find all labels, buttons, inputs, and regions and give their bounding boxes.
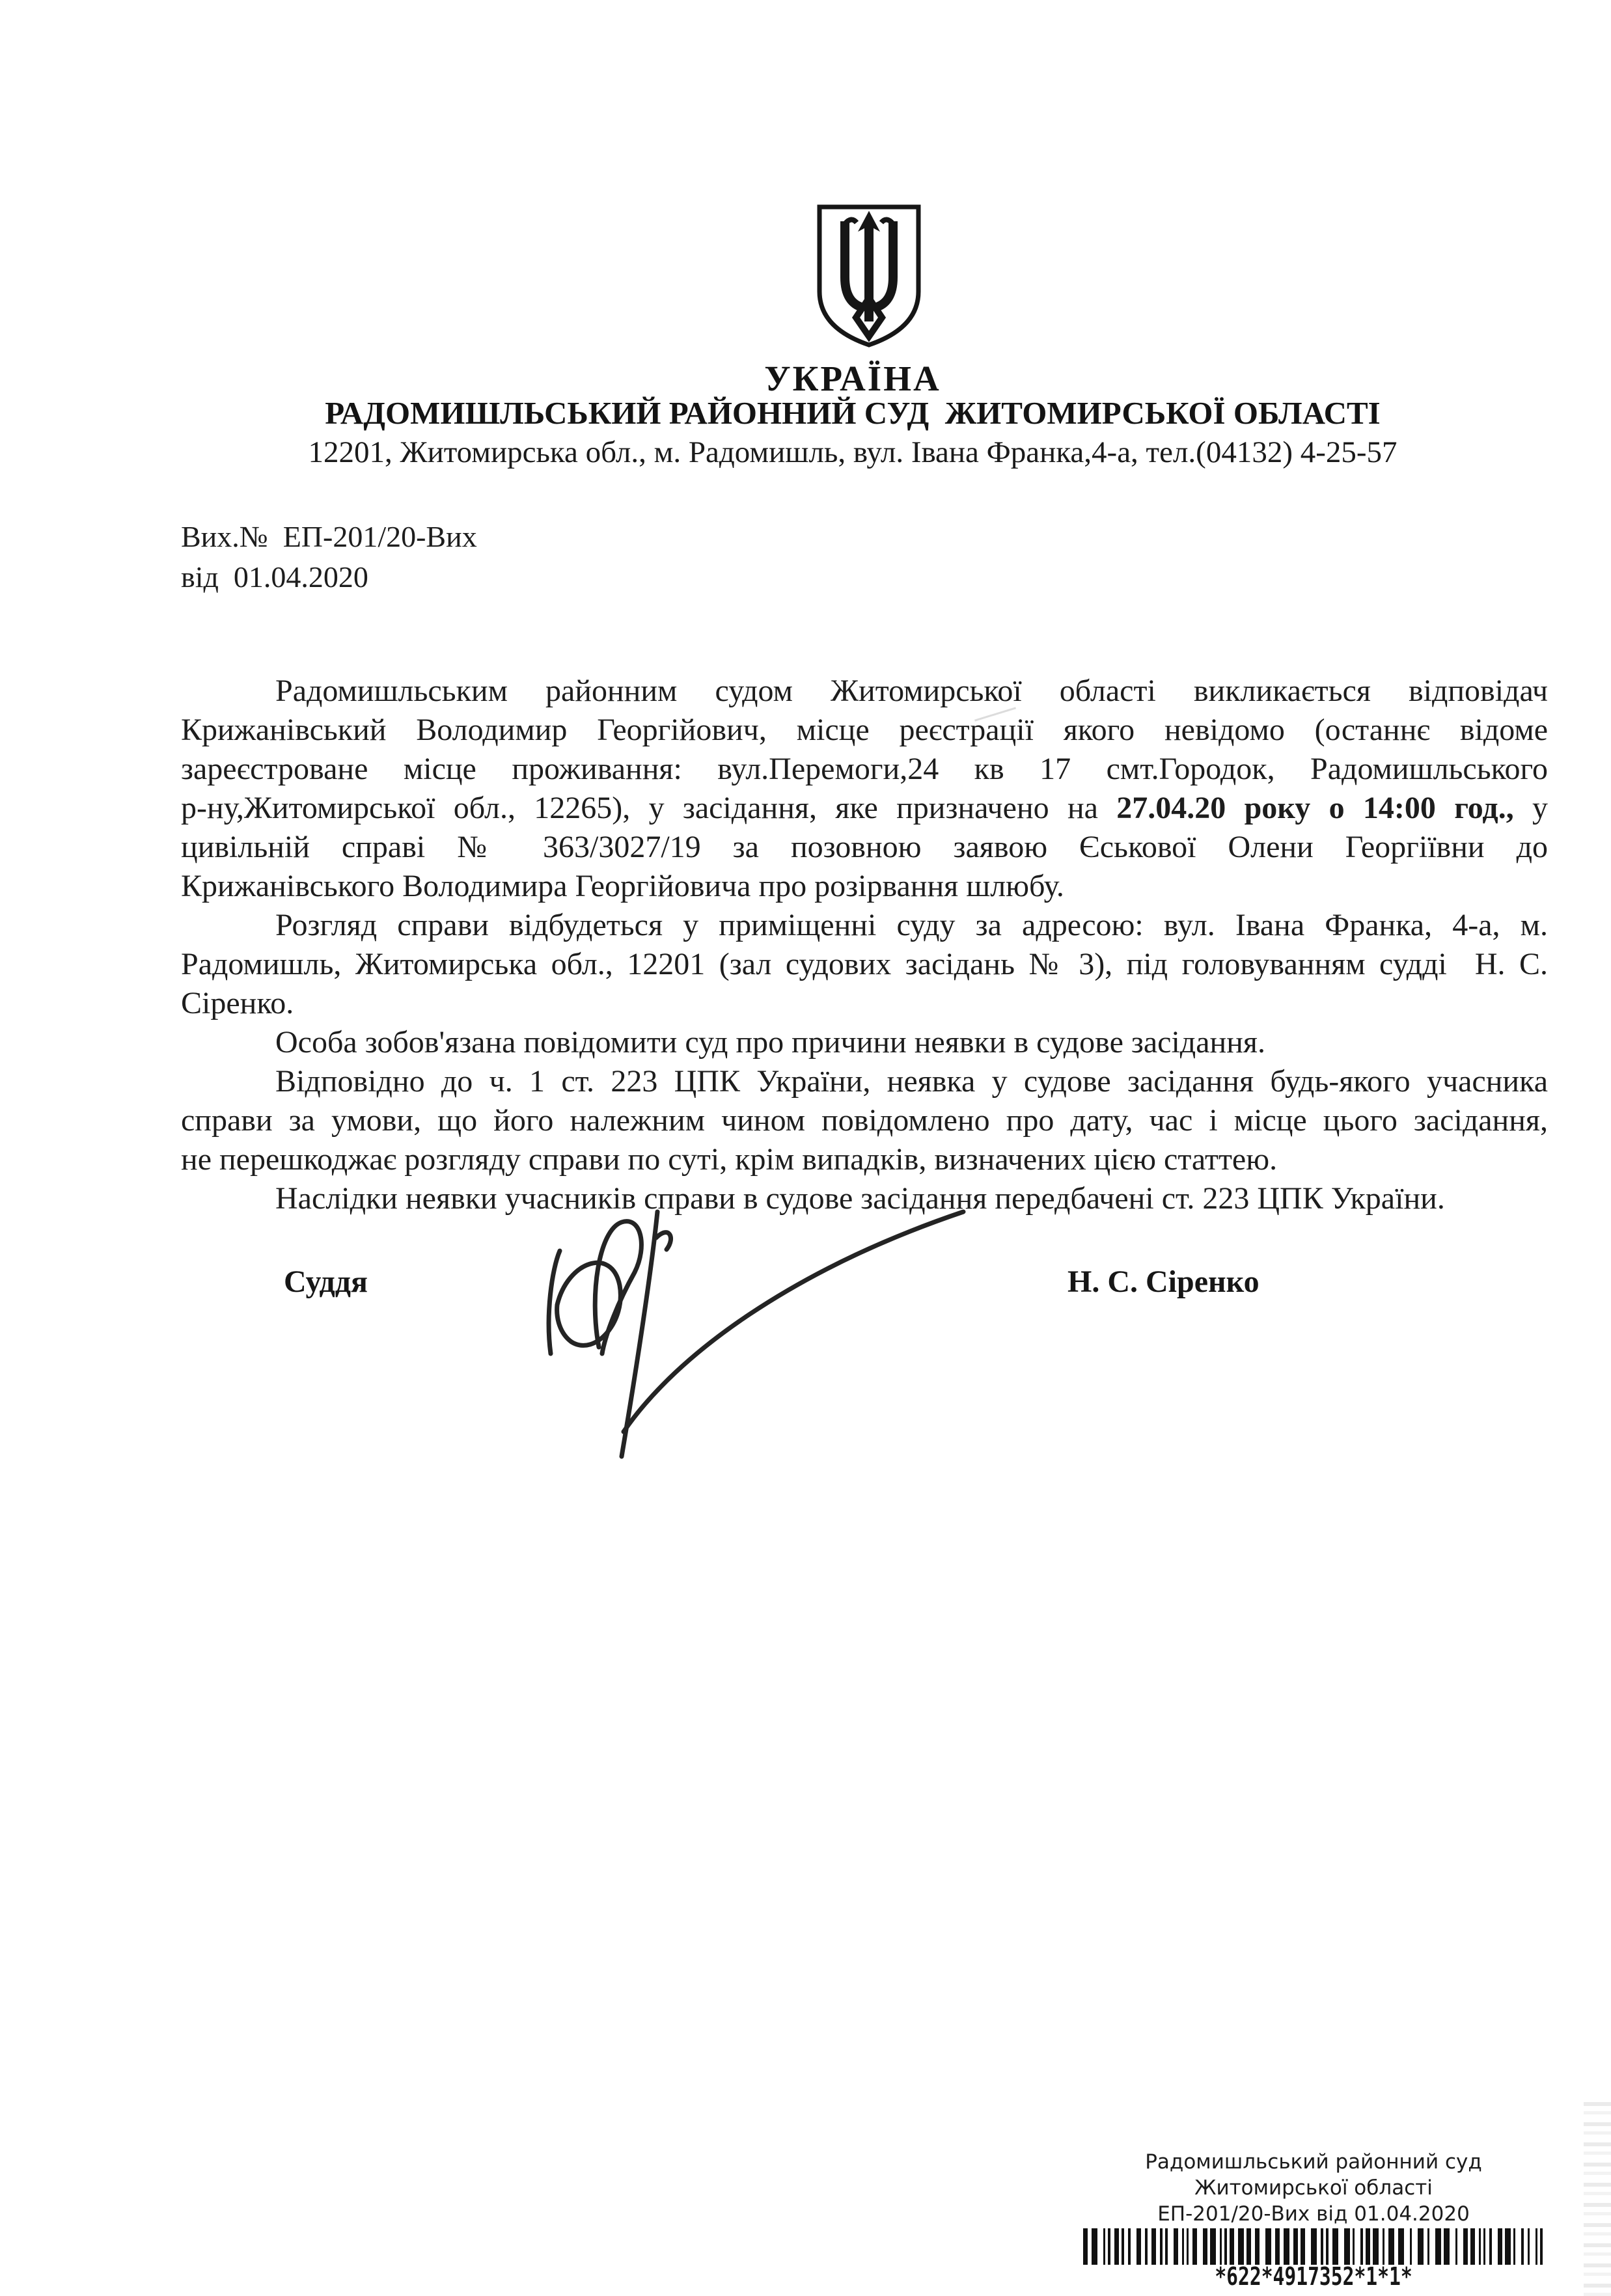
barcode [1083, 2228, 1547, 2265]
barcode-bar [1284, 2228, 1289, 2265]
barcode-bar [1427, 2228, 1429, 2265]
body-line: Розгляд справи відбудеться у приміщенні суду за адресою: вул. Івана Франка, 4-а, м. [275, 908, 1548, 942]
barcode-bar [1373, 2228, 1379, 2265]
body-line: р-ну,Житомирської обл., 12265), у засідання, яке призначено на 27.04.20 року о 14:00 год., у [181, 791, 1549, 825]
barcode-bar [1498, 2228, 1502, 2265]
outgoing-ref-number: Вих.№ ЕП-201/20-Вих [181, 520, 477, 553]
barcode-bar [1332, 2228, 1338, 2265]
body-line: Відповідно до ч. 1 ст. 223 ЦПК України, неявка у судове засідання будь-якого учасника [275, 1064, 1548, 1099]
barcode-bar [1326, 2228, 1329, 2265]
barcode-bar [1187, 2228, 1189, 2265]
scan-noise-edge [1584, 2102, 1611, 2296]
barcode-bar [1463, 2228, 1468, 2265]
barcode-bar [1083, 2228, 1088, 2265]
body-line: справи за умови, що його належним чином повідомлено про дату, час і місце цього засідання, [181, 1103, 1548, 1138]
court-name: РАДОМИШЛЬСЬКИЙ РАЙОННИЙ СУД ЖИТОМИРСЬКОЇ ОБЛАСТІ [325, 395, 1381, 431]
barcode-bar [1293, 2228, 1298, 2265]
body-line: не перешкоджає розгляду справи по суті, крім випадків, визначених цією статтею. [181, 1142, 1278, 1177]
barcode-bar [1489, 2228, 1492, 2265]
barcode-bar [1224, 2228, 1227, 2265]
barcode-bar [1114, 2228, 1119, 2265]
barcode-bar [1246, 2228, 1251, 2265]
barcode-bar [1360, 2228, 1363, 2265]
barcode-bar [1255, 2228, 1260, 2265]
barcode-bar [1192, 2228, 1197, 2265]
barcode-bar [1210, 2228, 1216, 2265]
barcode-bar [1470, 2228, 1475, 2265]
barcode-bar [1535, 2228, 1537, 2265]
barcode-bar [1160, 2228, 1163, 2265]
barcode-bar [1521, 2228, 1524, 2265]
barcode-bar [1344, 2228, 1350, 2265]
body-line: Особа зобов'язана повідомити суд про причини неявки в судове засідання. [275, 1025, 1265, 1059]
footer-doc-ref: ЕП-201/20-Вих від 01.04.2020 [1157, 2202, 1470, 2226]
body-line: Радомишль, Житомирська обл., 12201 (зал судових засідань № 3), під головуванням судді Н. С. [181, 947, 1548, 981]
tryzub-shield-icon [812, 200, 926, 354]
judge-name: Н. С. Сіренко [1067, 1264, 1260, 1299]
barcode-bar [1238, 2228, 1244, 2265]
country-title: УКРАЇНА [764, 359, 941, 398]
barcode-bar [1108, 2228, 1110, 2265]
footer-court-line1: Радомишльський районний суд [1145, 2150, 1482, 2174]
body-line: Крижанівський Володимир Георгійович, місце реєстрації якого невідомо (останнє відоме [181, 713, 1548, 747]
barcode-bar [1151, 2228, 1156, 2265]
barcode-bar [1145, 2228, 1148, 2265]
barcode-bar [1479, 2228, 1481, 2265]
barcode-bar [1513, 2228, 1515, 2265]
barcode-bar [1103, 2228, 1105, 2265]
barcode-bar [1540, 2228, 1543, 2265]
barcode-bar [1136, 2228, 1141, 2265]
barcode-bar [1203, 2228, 1207, 2265]
footer-court-line2: Житомирської області [1194, 2176, 1433, 2200]
barcode-bar [1418, 2228, 1424, 2265]
body-line: Наслідки неявки учасників справи в судове засідання передбачені ст. 223 ЦПК України. [275, 1181, 1445, 1216]
barcode-bar [1174, 2228, 1178, 2265]
body-line: зареєстроване місце проживання: вул.Перемоги,24 кв 17 смт.Городок, Радомишльського [181, 752, 1548, 786]
barcode-bar [1398, 2228, 1404, 2265]
body-line: цивільній справі № 363/3027/19 за позовною заявою Єськової Олени Георгіївни до [181, 830, 1548, 864]
barcode-bar [1383, 2228, 1384, 2265]
barcode-value: *622*4917352*1*1* [1215, 2262, 1412, 2291]
body-line: Крижанівського Володимира Георгійовича про розірвання шлюбу. [181, 869, 1064, 903]
judge-label: Суддя [284, 1264, 368, 1299]
barcode-bar [1366, 2228, 1370, 2265]
barcode-bar [1528, 2228, 1530, 2265]
body-line: Сіренко. [181, 986, 294, 1020]
barcode-bar [1435, 2228, 1441, 2265]
barcode-bar [1410, 2228, 1412, 2265]
barcode-bar [1301, 2228, 1305, 2265]
barcode-bar [1444, 2228, 1450, 2265]
barcode-bar [1321, 2228, 1323, 2265]
barcode-bar [1092, 2228, 1097, 2265]
barcode-bar [1455, 2228, 1457, 2265]
judge-signature [534, 1201, 989, 1468]
outgoing-ref-date: від 01.04.2020 [181, 560, 368, 594]
barcode-bar [1165, 2228, 1168, 2265]
barcode-bar [1230, 2228, 1234, 2265]
barcode-bar [1353, 2228, 1355, 2265]
barcode-bar [1265, 2228, 1271, 2265]
barcode-bar [1275, 2228, 1280, 2265]
barcode-bar [1483, 2228, 1485, 2265]
barcode-bar [1311, 2228, 1317, 2265]
barcode-bar [1220, 2228, 1222, 2265]
court-address: 12201, Житомирська обл., м. Радомишль, вул. Івана Франка,4-а, тел.(04132) 4-25-57 [308, 435, 1398, 469]
barcode-bar [1388, 2228, 1394, 2265]
barcode-bar [1505, 2228, 1511, 2265]
barcode-bar [1122, 2228, 1124, 2265]
body-line: Радомишльським районним судом Житомирської області викликається відповідач [275, 674, 1548, 708]
barcode-bar [1182, 2228, 1184, 2265]
body-text [181, 672, 1548, 1218]
barcode-bar [1128, 2228, 1131, 2265]
